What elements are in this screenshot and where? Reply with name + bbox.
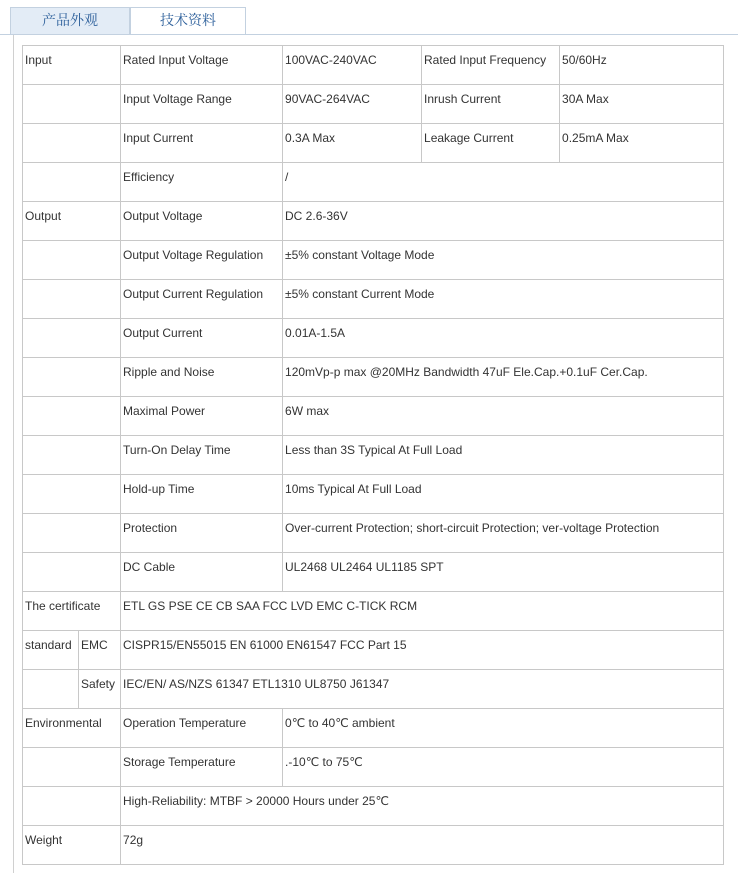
spec-label: Protection	[121, 514, 283, 553]
spec-label: Operation Temperature	[121, 709, 283, 748]
spec-value: 72g	[121, 826, 724, 865]
table-row	[23, 475, 724, 514]
spec-label: Efficiency	[121, 163, 283, 202]
table-row	[23, 709, 724, 748]
empty-cell	[23, 124, 121, 163]
section-label-certificate: The certificate	[23, 592, 121, 631]
spec-value: ±5% constant Voltage Mode	[283, 241, 724, 280]
empty-cell	[23, 85, 121, 124]
table-row	[23, 280, 724, 319]
spec-value: 0.01A-1.5A	[283, 319, 724, 358]
spec-label: Ripple and Noise	[121, 358, 283, 397]
spec-label: DC Cable	[121, 553, 283, 592]
tab-product-appearance[interactable]: 产品外观	[10, 7, 130, 34]
empty-cell	[23, 475, 121, 514]
empty-cell	[23, 748, 121, 787]
empty-cell	[23, 397, 121, 436]
table-row	[23, 592, 724, 631]
table-row	[23, 397, 724, 436]
empty-cell	[23, 670, 79, 709]
table-row	[23, 163, 724, 202]
spec-label: Output Current	[121, 319, 283, 358]
section-label-input: Input	[23, 46, 121, 85]
spec-table	[22, 45, 724, 865]
empty-cell	[23, 787, 121, 826]
spec-value: /	[283, 163, 724, 202]
spec-label: Hold-up Time	[121, 475, 283, 514]
spec-label: Rated Input Voltage	[121, 46, 283, 85]
spec-value: 100VAC-240VAC	[283, 46, 422, 85]
section-label-weight: Weight	[23, 826, 121, 865]
spec-value: DC 2.6-36V	[283, 202, 724, 241]
table-row	[23, 514, 724, 553]
spec-value: Less than 3S Typical At Full Load	[283, 436, 724, 475]
spec-value: IEC/EN/ AS/NZS 61347 ETL1310 UL8750 J61347	[121, 670, 724, 709]
table-row	[23, 553, 724, 592]
spec-label: EMC	[79, 631, 121, 670]
spec-value: CISPR15/EN55015 EN 61000 EN61547 FCC Part 15	[121, 631, 724, 670]
spec-label: Safety	[79, 670, 121, 709]
spec-value: Over-current Protection; short-circuit Protection; ver-voltage Protection	[283, 514, 724, 553]
table-row	[23, 631, 724, 670]
empty-cell	[23, 319, 121, 358]
spec-value: 0.25mA Max	[560, 124, 724, 163]
table-row	[23, 241, 724, 280]
spec-value: High-Reliability: MTBF > 20000 Hours under 25℃	[121, 787, 724, 826]
table-row	[23, 46, 724, 85]
spec-value: 30A Max	[560, 85, 724, 124]
spec-label: Output Current Regulation	[121, 280, 283, 319]
empty-cell	[23, 514, 121, 553]
empty-cell	[23, 553, 121, 592]
empty-cell	[23, 241, 121, 280]
spec-label: Rated Input Frequency	[422, 46, 560, 85]
spec-value: ETL GS PSE CE CB SAA FCC LVD EMC C-TICK RCM	[121, 592, 724, 631]
table-row	[23, 826, 724, 865]
spec-value: 0.3A Max	[283, 124, 422, 163]
spec-label: Maximal Power	[121, 397, 283, 436]
table-row	[23, 319, 724, 358]
spec-label: Turn-On Delay Time	[121, 436, 283, 475]
spec-value: .-10℃ to 75℃	[283, 748, 724, 787]
tab-bar	[0, 0, 738, 35]
spec-label: Output Voltage	[121, 202, 283, 241]
table-row	[23, 787, 724, 826]
empty-cell	[23, 358, 121, 397]
spec-label: Storage Temperature	[121, 748, 283, 787]
spec-label: Inrush Current	[422, 85, 560, 124]
spec-value: 6W max	[283, 397, 724, 436]
table-row	[23, 202, 724, 241]
spec-label: Input Voltage Range	[121, 85, 283, 124]
spec-value: UL2468 UL2464 UL1185 SPT	[283, 553, 724, 592]
spec-value: 90VAC-264VAC	[283, 85, 422, 124]
spec-label: Input Current	[121, 124, 283, 163]
table-row	[23, 85, 724, 124]
table-row	[23, 436, 724, 475]
spec-value: 50/60Hz	[560, 46, 724, 85]
tab-technical-data[interactable]: 技术资料	[130, 7, 246, 35]
empty-cell	[23, 163, 121, 202]
table-row	[23, 358, 724, 397]
spec-label: Output Voltage Regulation	[121, 241, 283, 280]
table-row	[23, 124, 724, 163]
spec-value: 120mVp-p max @20MHz Bandwidth 47uF Ele.Cap.+0.1uF Cer.Cap.	[283, 358, 724, 397]
table-row	[23, 748, 724, 787]
spec-value: ±5% constant Current Mode	[283, 280, 724, 319]
section-label-environmental: Environmental	[23, 709, 121, 748]
empty-cell	[23, 280, 121, 319]
table-row	[23, 670, 724, 709]
section-label-output: Output	[23, 202, 121, 241]
spec-value: 0℃ to 40℃ ambient	[283, 709, 724, 748]
spec-label: Leakage Current	[422, 124, 560, 163]
empty-cell	[23, 436, 121, 475]
spec-value: 10ms Typical At Full Load	[283, 475, 724, 514]
section-label-standard: standard	[23, 631, 79, 670]
